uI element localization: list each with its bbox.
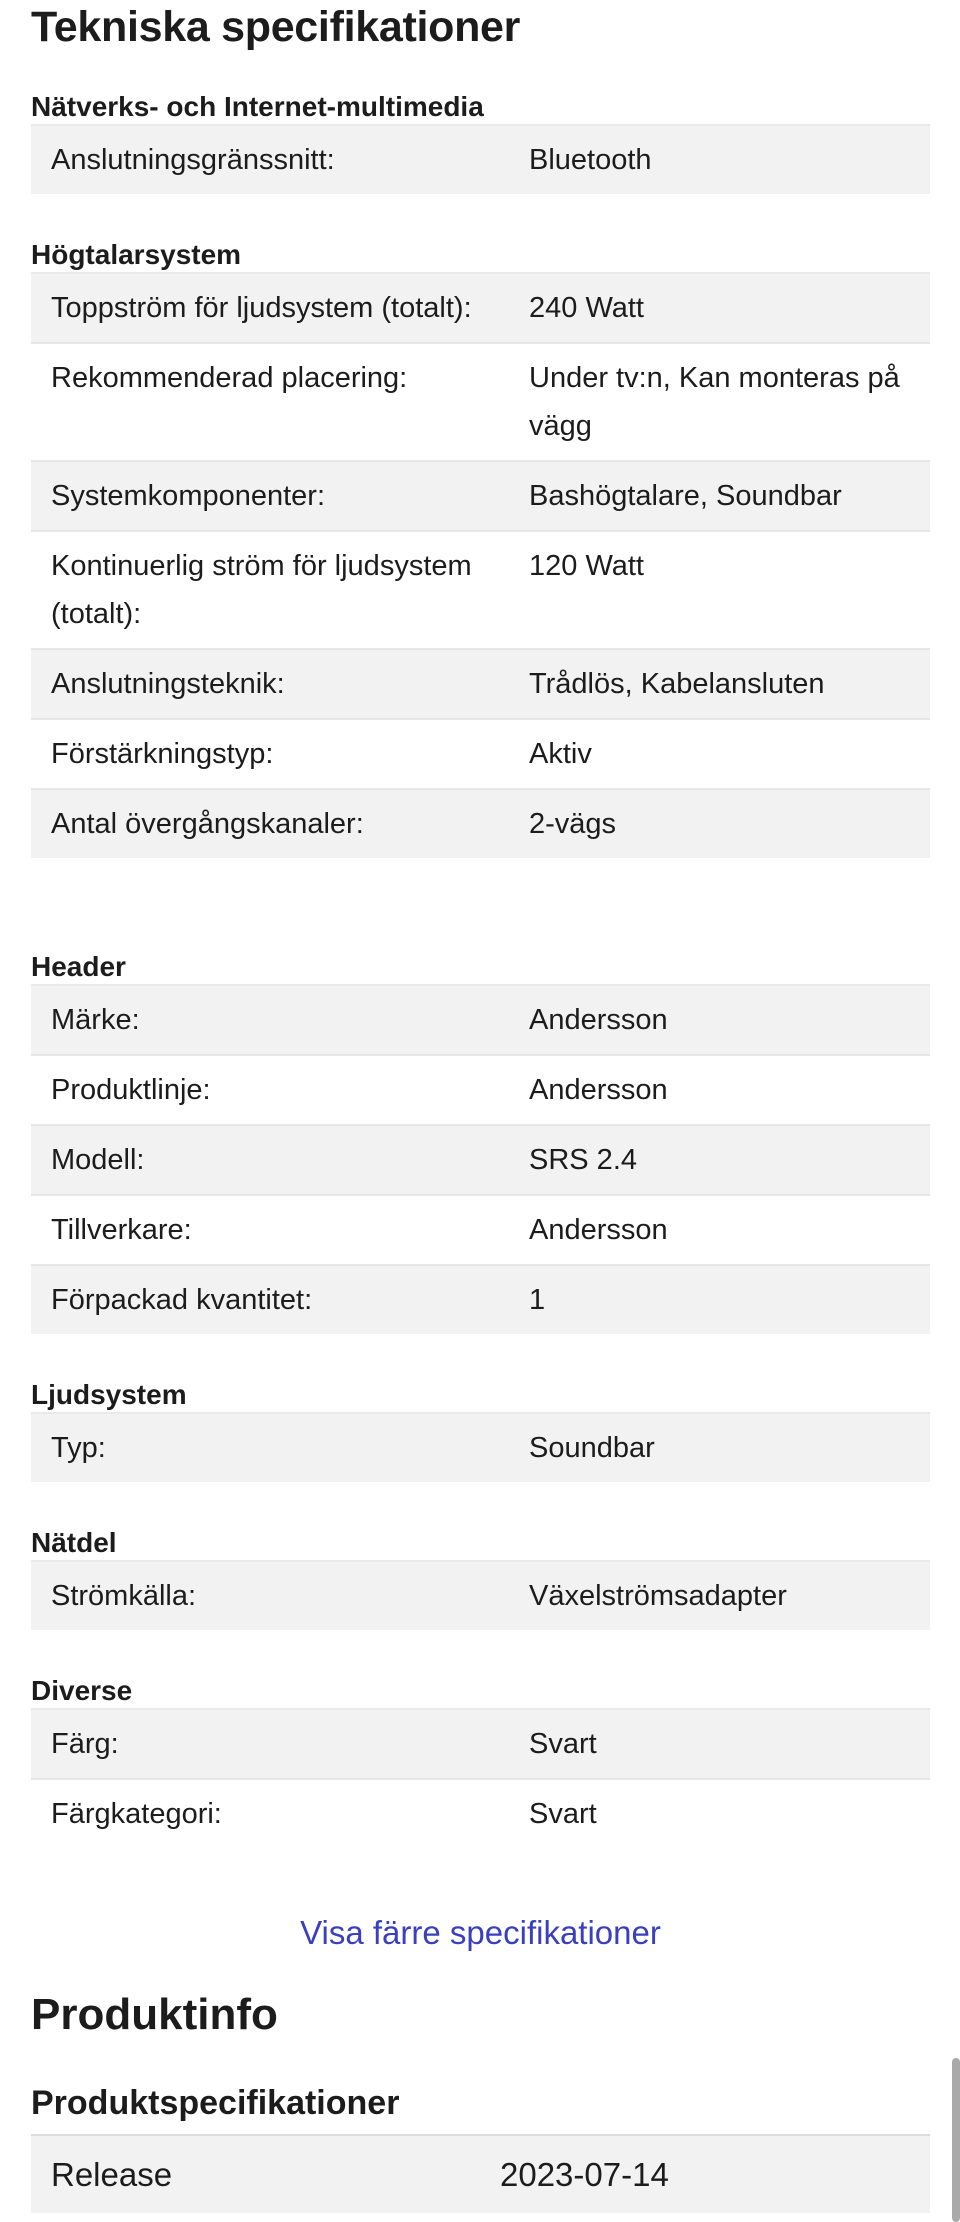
spec-label: Förstärkningstyp:: [51, 738, 274, 770]
spec-row: [31, 649, 930, 719]
section-title: Header: [31, 950, 930, 986]
spec-section: [31, 950, 930, 1334]
spec-table: [31, 1710, 930, 1848]
spec-value: Andersson: [529, 1004, 668, 1036]
spec-value: Trådlös, Kabelansluten: [529, 668, 825, 700]
spec-row: [31, 274, 930, 343]
spec-row: [31, 1055, 930, 1125]
spec-row: [31, 1710, 930, 1779]
spec-label: Systemkomponenter:: [51, 480, 326, 512]
spec-container: [31, 0, 930, 2193]
spec-row: [31, 1562, 930, 1630]
spec-row: [31, 986, 930, 1055]
spec-row: [31, 1265, 930, 1334]
spec-section: [31, 90, 930, 194]
spec-value: SRS 2.4: [529, 1144, 637, 1176]
page-title: Tekniska specifikationer: [31, 3, 521, 51]
section-title: Nätdel: [31, 1526, 930, 1562]
spec-value: Aktiv: [529, 738, 592, 770]
spec-value: Andersson: [529, 1074, 668, 1106]
spec-value: 120 Watt: [529, 550, 644, 582]
spec-label: Antal övergångskanaler:: [51, 808, 364, 840]
release-row: [31, 2134, 930, 2213]
spec-value: Andersson: [529, 1214, 668, 1246]
spec-row: [31, 1125, 930, 1195]
spec-label: Rekommenderad placering:: [51, 362, 408, 394]
produktspecifikationer-title: Produktspecifikationer: [31, 2084, 400, 2122]
spec-label: Modell:: [51, 1144, 145, 1176]
spec-row: [31, 1779, 930, 1848]
release-label: Release: [51, 2156, 173, 2193]
spec-row: [31, 719, 930, 789]
spec-table: [31, 1414, 930, 1482]
spec-row: [31, 461, 930, 531]
spec-value: Soundbar: [529, 1432, 655, 1464]
spec-section: [31, 238, 930, 858]
spec-value: Under tv:n, Kan monteras på vägg: [529, 362, 900, 442]
spec-label: Anslutningsteknik:: [51, 668, 285, 700]
scrollbar[interactable]: [952, 2058, 960, 2222]
spec-section: [31, 1674, 930, 1848]
spec-label: Färgkategori:: [51, 1798, 222, 1830]
section-title: Ljudsystem: [31, 1378, 930, 1414]
spec-table: [31, 986, 930, 1334]
spec-value: Bashögtalare, Soundbar: [529, 480, 842, 512]
spec-row: [31, 1195, 930, 1265]
spec-label: Strömkälla:: [51, 1580, 197, 1612]
spec-section: [31, 1526, 930, 1630]
spec-value: Växelströmsadapter: [529, 1580, 787, 1612]
spec-row: [31, 531, 930, 649]
spec-value: Bluetooth: [529, 144, 652, 176]
spec-value: Svart: [529, 1798, 597, 1830]
section-title: Nätverks- och Internet-multimedia: [31, 90, 930, 126]
spec-table: [31, 1562, 930, 1630]
spec-label: Anslutningsgränssnitt:: [51, 144, 335, 176]
spec-row: [31, 343, 930, 461]
spec-label: Toppström för ljudsystem (totalt):: [51, 292, 472, 324]
spec-row: [31, 789, 930, 858]
spec-label: Kontinuerlig ström för ljudsystem (totalt):: [51, 550, 472, 630]
spec-value: 1: [529, 1284, 546, 1316]
spec-label: Typ:: [51, 1432, 106, 1464]
spec-label: Förpackad kvantitet:: [51, 1284, 313, 1316]
spec-label: Märke:: [51, 1004, 140, 1036]
spec-table: [31, 274, 930, 858]
spec-section: [31, 1378, 930, 1482]
spec-label: Färg:: [51, 1728, 119, 1760]
spec-row: [31, 1414, 930, 1482]
section-title: Diverse: [31, 1674, 930, 1710]
spec-row: [31, 126, 930, 194]
spec-label: Tillverkare:: [51, 1214, 192, 1246]
spec-value: 240 Watt: [529, 292, 644, 324]
release-value: 2023-07-14: [500, 2156, 669, 2193]
spec-label: Produktlinje:: [51, 1074, 211, 1106]
spec-value: 2-vägs: [529, 808, 617, 840]
spec-table: [31, 126, 930, 194]
show-less-specs-link[interactable]: Visa färre specifikationer: [300, 1914, 661, 1951]
section-title: Högtalarsystem: [31, 238, 930, 274]
produktinfo-title: Produktinfo: [31, 1990, 278, 2039]
spec-value: Svart: [529, 1728, 597, 1760]
